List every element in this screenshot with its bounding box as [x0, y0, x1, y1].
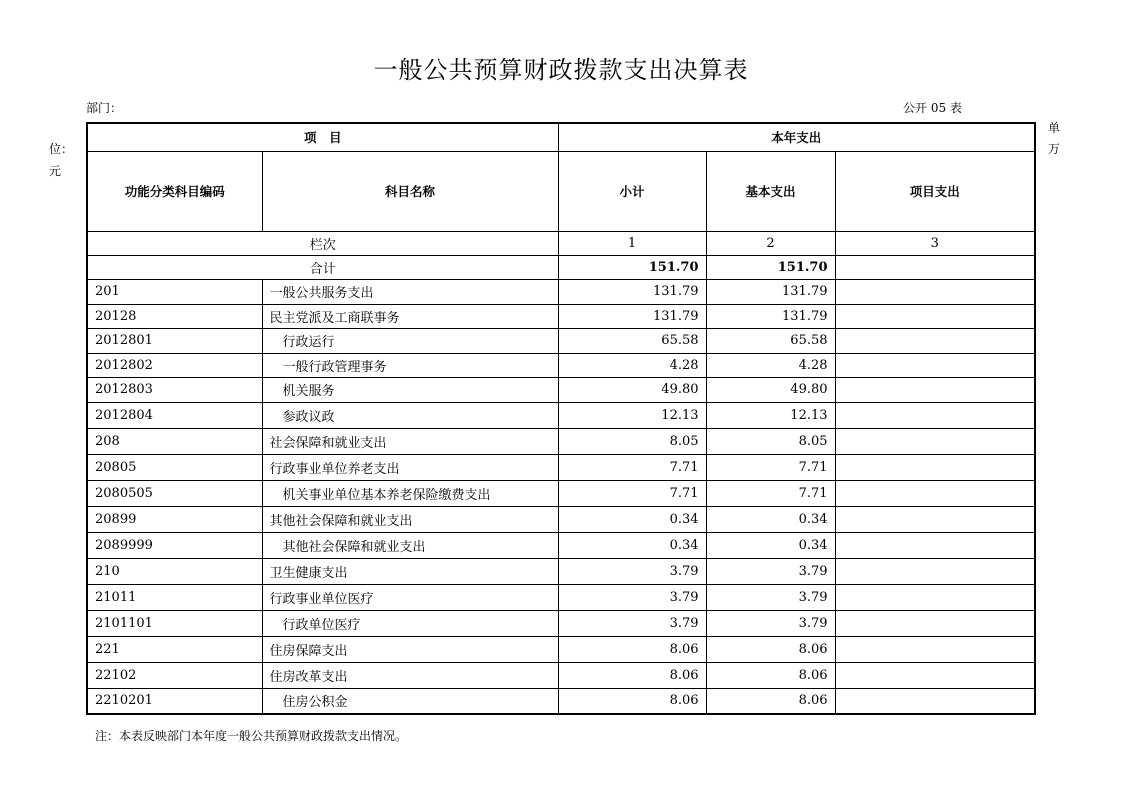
row-subtotal: 8.06: [558, 662, 706, 688]
row-subtotal: 49.80: [558, 377, 706, 402]
table-row: [87, 532, 1035, 558]
header-project-exp: 项目支出: [835, 151, 1035, 231]
row-subtotal: 7.71: [558, 454, 706, 480]
table-row: [87, 377, 1035, 402]
row-project: [835, 428, 1035, 454]
total-label: 合计: [87, 255, 558, 279]
row-subtotal: 8.06: [558, 688, 706, 714]
header-name: 科目名称: [262, 151, 558, 231]
table-row: [87, 402, 1035, 428]
row-code: 2210201: [87, 688, 262, 714]
row-code: 2012804: [87, 402, 262, 428]
row-subtotal: 7.71: [558, 480, 706, 506]
row-name: 行政事业单位医疗: [262, 584, 558, 610]
unit-label-left: 位：元: [49, 142, 74, 178]
expenditure-table: [86, 122, 1036, 715]
row-name: 行政运行: [262, 328, 558, 353]
row-code: 20128: [87, 304, 262, 328]
row-basic: 65.58: [706, 328, 835, 353]
total-subtotal: 151.70: [558, 255, 706, 279]
row-name: 行政单位医疗: [262, 610, 558, 636]
row-subtotal: 3.79: [558, 584, 706, 610]
row-subtotal: 0.34: [558, 532, 706, 558]
form-number: 公开 05 表: [903, 101, 962, 115]
header-code: 功能分类科目编码: [87, 151, 262, 231]
row-code: 2012801: [87, 328, 262, 353]
department-label: 部门：: [86, 101, 123, 115]
row-project: [835, 353, 1035, 377]
row-project: [835, 279, 1035, 304]
total-row: [87, 255, 1035, 279]
row-project: [835, 636, 1035, 662]
header-basic: 基本支出: [706, 151, 835, 231]
row-basic: 4.28: [706, 353, 835, 377]
row-basic: 12.13: [706, 402, 835, 428]
row-name: 一般行政管理事务: [262, 353, 558, 377]
total-project: [835, 255, 1035, 279]
table-row: [87, 688, 1035, 714]
row-subtotal: 8.06: [558, 636, 706, 662]
row-name: 其他社会保障和就业支出: [262, 506, 558, 532]
row-subtotal: 0.34: [558, 506, 706, 532]
row-code: 2089999: [87, 532, 262, 558]
row-basic: 3.79: [706, 610, 835, 636]
row-name: 社会保障和就业支出: [262, 428, 558, 454]
col-index-3: 3: [835, 231, 1035, 255]
row-subtotal: 8.05: [558, 428, 706, 454]
table-row: [87, 584, 1035, 610]
row-basic: 8.06: [706, 662, 835, 688]
row-code: 2012803: [87, 377, 262, 402]
row-project: [835, 304, 1035, 328]
row-code: 21011: [87, 584, 262, 610]
row-subtotal: 3.79: [558, 610, 706, 636]
row-basic: 49.80: [706, 377, 835, 402]
row-basic: 131.79: [706, 304, 835, 328]
table-row: [87, 480, 1035, 506]
row-project: [835, 610, 1035, 636]
table-row: [87, 636, 1035, 662]
row-code: 208: [87, 428, 262, 454]
row-project: [835, 454, 1035, 480]
page-title: 一般公共预算财政拨款支出决算表: [373, 56, 749, 84]
row-basic: 7.71: [706, 480, 835, 506]
unit-label-right: 单万: [1048, 121, 1061, 156]
row-subtotal: 65.58: [558, 328, 706, 353]
row-project: [835, 480, 1035, 506]
table-row: [87, 328, 1035, 353]
row-subtotal: 4.28: [558, 353, 706, 377]
row-name: 住房公积金: [262, 688, 558, 714]
row-basic: 0.34: [706, 506, 835, 532]
table-row: [87, 558, 1035, 584]
col-index-2: 2: [706, 231, 835, 255]
header-project: 项 目: [87, 123, 558, 151]
row-project: [835, 558, 1035, 584]
row-project: [835, 377, 1035, 402]
row-project: [835, 328, 1035, 353]
row-code: 22102: [87, 662, 262, 688]
row-name: 住房改革支出: [262, 662, 558, 688]
row-name: 机关服务: [262, 377, 558, 402]
table-row: [87, 662, 1035, 688]
row-code: 2080505: [87, 480, 262, 506]
header-current-year: 本年支出: [558, 123, 1035, 151]
row-name: 其他社会保障和就业支出: [262, 532, 558, 558]
row-code: 2012802: [87, 353, 262, 377]
row-project: [835, 688, 1035, 714]
table-row: [87, 279, 1035, 304]
table-row: [87, 428, 1035, 454]
row-name: 行政事业单位养老支出: [262, 454, 558, 480]
row-code: 20899: [87, 506, 262, 532]
row-code: 221: [87, 636, 262, 662]
row-basic: 131.79: [706, 279, 835, 304]
row-subtotal: 12.13: [558, 402, 706, 428]
row-basic: 8.06: [706, 636, 835, 662]
row-basic: 8.06: [706, 688, 835, 714]
row-project: [835, 402, 1035, 428]
row-subtotal: 3.79: [558, 558, 706, 584]
row-project: [835, 662, 1035, 688]
row-name: 机关事业单位基本养老保险缴费支出: [262, 480, 558, 506]
col-index-label: 栏次: [87, 231, 558, 255]
row-subtotal: 131.79: [558, 304, 706, 328]
row-basic: 3.79: [706, 584, 835, 610]
row-code: 201: [87, 279, 262, 304]
row-name: 参政议政: [262, 402, 558, 428]
row-name: 民主党派及工商联事务: [262, 304, 558, 328]
row-project: [835, 506, 1035, 532]
row-name: 住房保障支出: [262, 636, 558, 662]
header-subtotal: 小计: [558, 151, 706, 231]
table-row: [87, 353, 1035, 377]
table-row: [87, 454, 1035, 480]
table-row: [87, 610, 1035, 636]
row-code: 2101101: [87, 610, 262, 636]
row-basic: 0.34: [706, 532, 835, 558]
row-name: 一般公共服务支出: [262, 279, 558, 304]
table-row: [87, 506, 1035, 532]
col-index-1: 1: [558, 231, 706, 255]
row-basic: 8.05: [706, 428, 835, 454]
row-subtotal: 131.79: [558, 279, 706, 304]
row-basic: 7.71: [706, 454, 835, 480]
row-project: [835, 584, 1035, 610]
row-code: 20805: [87, 454, 262, 480]
total-basic: 151.70: [706, 255, 835, 279]
table-row: [87, 304, 1035, 328]
row-project: [835, 532, 1035, 558]
footnote: 注：本表反映部门本年度一般公共预算财政拨款支出情况。: [95, 729, 408, 743]
row-basic: 3.79: [706, 558, 835, 584]
row-code: 210: [87, 558, 262, 584]
row-name: 卫生健康支出: [262, 558, 558, 584]
column-index-row: [87, 231, 1035, 255]
